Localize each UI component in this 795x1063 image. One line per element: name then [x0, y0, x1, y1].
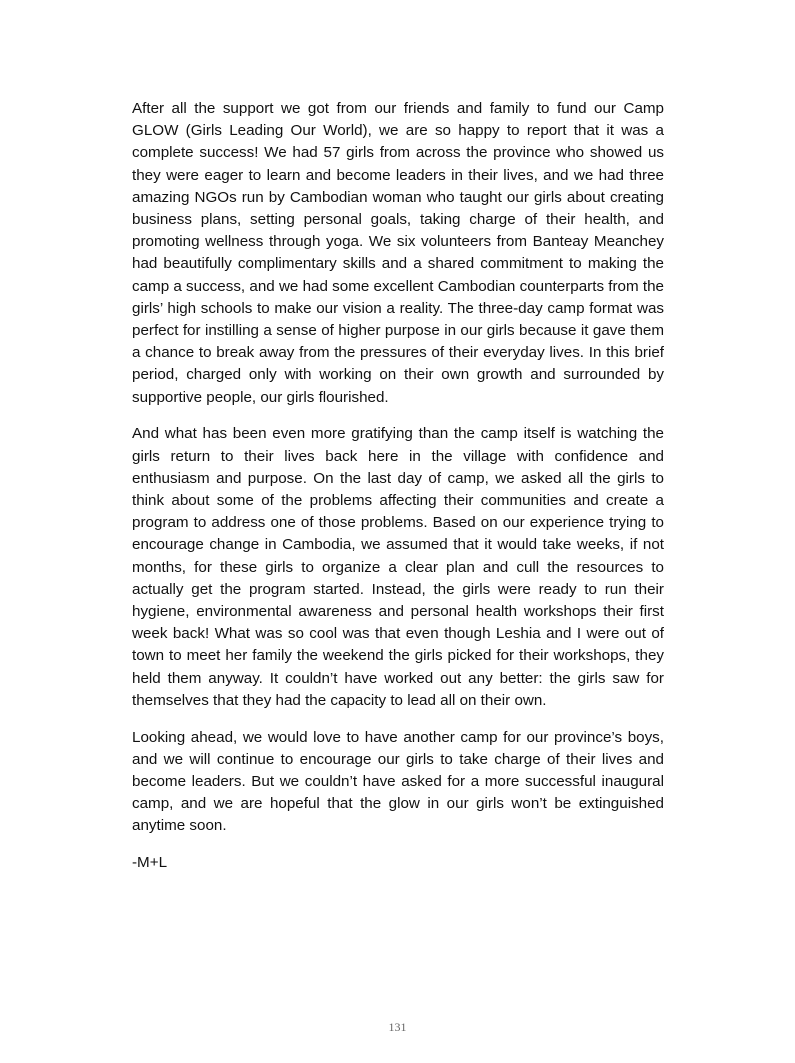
- signature: -M+L: [132, 854, 168, 872]
- paragraph-girls-return: And what has been even more gratifying than the camp itself is watching the girls return to their lives back here in the village with confidence and enthusiasm and purpose. On the last day of camp, we asked all the girls to think about some of the problems affecting their communities and create a program to address one of those problems. Based on our experience trying to encourage change in Cambodia, we assumed that it would take weeks, if not months, for these girls to organize a clear plan and cull the resources to actually get the program started. Instead, the girls were ready to run their hygiene, environmental awareness and personal health workshops their first week back! What was so cool was that even though Leshia and I were out of town to meet her family the weekend the girls picked for their workshops, they held them anyway. It couldn’t have worked out any better: the girls saw for themselves that they had the capacity to lead all on their own.: [132, 425, 664, 709]
- paragraph-camp-success: After all the support we got from our friends and family to fund our Camp GLOW (Girls Leading Our World), we are so happy to report that it was a complete success! We had 57 girls from across the province who showed us they were eager to learn and become leaders in their lives, and we had three amazing NGOs run by Cambodian woman who taught our girls about creating business plans, setting personal goals, taking charge of their health, and promoting wellness through yoga. We six volunteers from Banteay Meanchey had beautifully complimentary skills and a shared commitment to making the camp a success, and we had some excellent Cambodian counterparts from the girls’ high schools to make our vision a reality. The three-day camp format was perfect for instilling a sense of higher purpose in our girls because it gave them a chance to break away from the pressures of their everyday lives. In this brief period, charged only with working on their own growth and surrounded by supportive people, our girls flourished.: [132, 100, 664, 406]
- page-number: 131: [388, 1020, 407, 1034]
- body-text: [132, 98, 664, 889]
- paragraph-looking-ahead: Looking ahead, we would love to have another camp for our province’s boys, and we will continue to encourage our girls to take charge of their lives and become leaders. But we couldn’t have asked for a more successful inaugural camp, and we are hopeful that the glow in our girls won’t be extinguished anytime soon.: [132, 728, 664, 835]
